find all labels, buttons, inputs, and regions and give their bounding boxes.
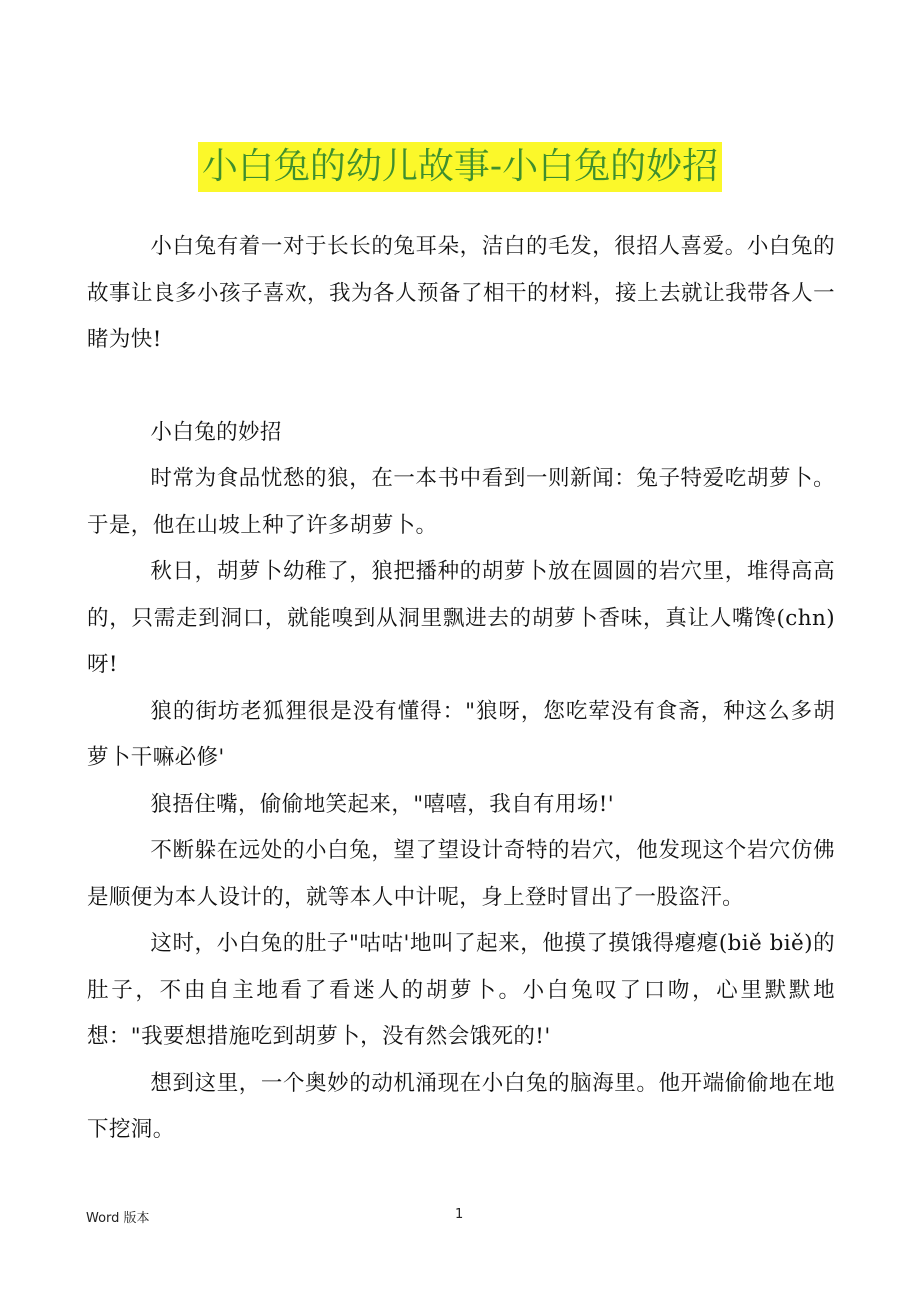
paragraph-gap xyxy=(87,364,835,410)
footer-label: Word 版本 xyxy=(86,1211,150,1226)
story-paragraph: 狼捂住嘴，偷偷地笑起来，"嘻嘻，我自有用场!' xyxy=(150,791,615,817)
story-paragraph: 秋日，胡萝卜幼稚了，狼把播种的胡萝卜放在圆圆的岩穴里，堆得高高的，只需走到洞口，就能嗅到从洞里飘进去的胡萝卜香味，真让人嘴馋(chn)呀! xyxy=(87,559,835,677)
story-paragraph: 不断躲在远处的小白兔，望了望设计奇特的岩穴，他发现这个岩穴仿佛是顺便为本人设计的，就等本人中计呢，身上登时冒出了一股盗汗。 xyxy=(87,838,835,910)
story-paragraph: 时常为食品忧愁的狼，在一本书中看到一则新闻：兔子特爱吃胡萝卜。于是，他在山坡上种了许多胡萝卜。 xyxy=(87,466,835,538)
story-paragraph: 这时，小白兔的肚子"咕咕'地叫了起来，他摸了摸饿得瘪瘪(biě biě)的肚子，不由自主地看了看迷人的胡萝卜。小白兔叹了口吻，心里默默地想："我要想措施吃到胡萝卜，没有然会饿死的!' xyxy=(87,931,835,1049)
document-body xyxy=(87,224,835,1154)
story-heading: 小白兔的妙招 xyxy=(150,419,282,445)
story-paragraph: 想到这里，一个奥妙的动机涌现在小白兔的脑海里。他开端偷偷地在地下挖洞。 xyxy=(87,1070,835,1142)
story-paragraph: 狼的街坊老狐狸很是没有懂得："狼呀，您吃荤没有食斋，种这么多胡萝卜干嘛必修' xyxy=(87,698,835,770)
document-title: 小白兔的幼儿故事-小白兔的妙招 xyxy=(198,142,722,192)
page-number: 1 xyxy=(455,1207,464,1222)
title-wrap xyxy=(0,142,920,192)
intro-paragraph: 小白兔有着一对于长长的兔耳朵，洁白的毛发，很招人喜爱。小白兔的故事让良多小孩子喜欢，我为各人预备了相干的材料，接上去就让我带各人一睹为快! xyxy=(87,234,835,352)
